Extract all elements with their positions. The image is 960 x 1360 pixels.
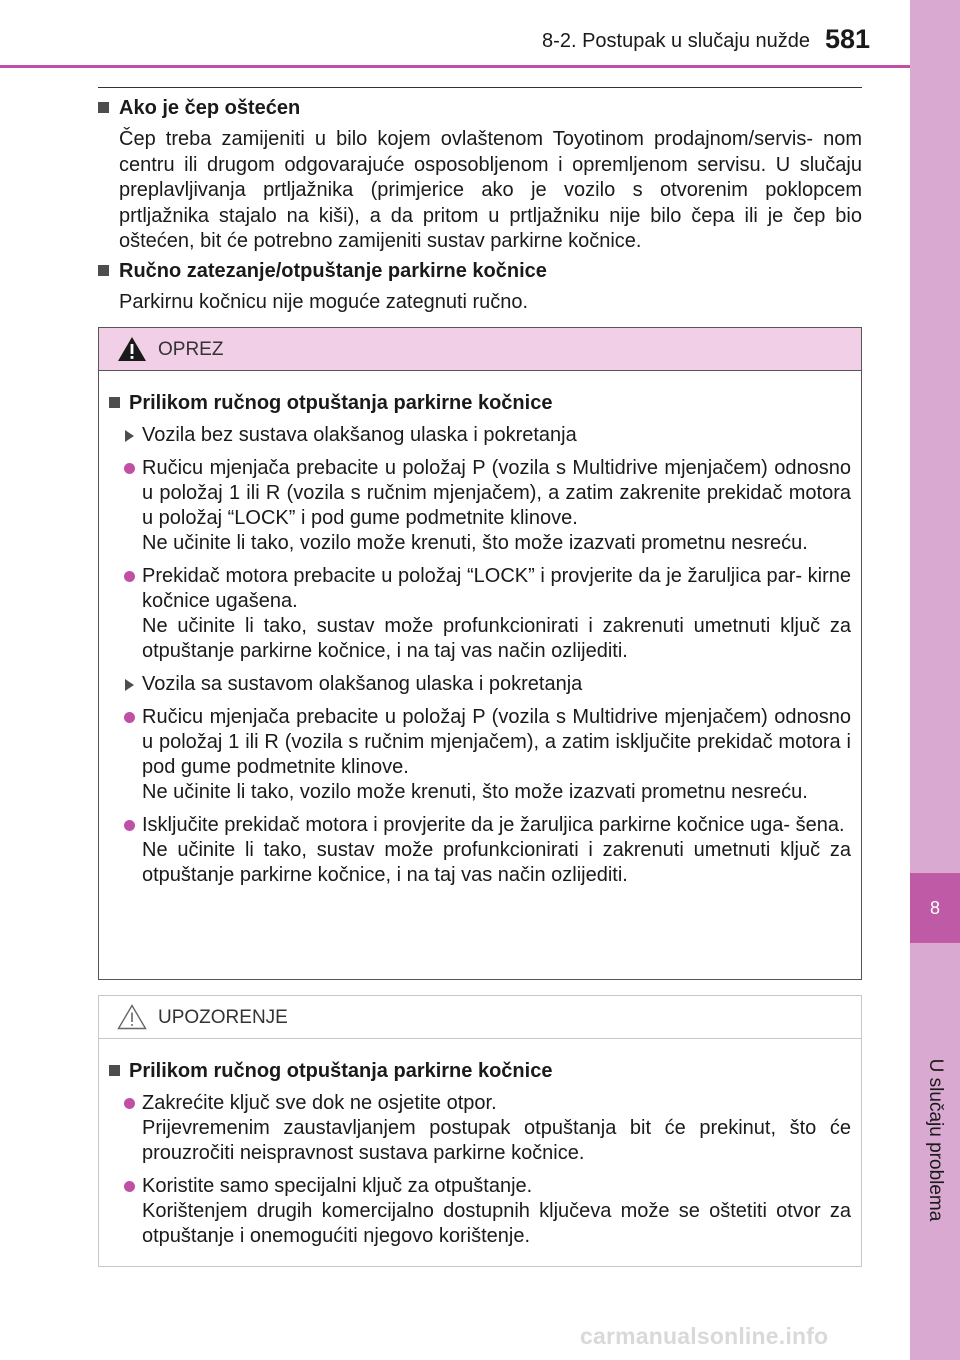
section-heading: Ručno zatezanje/otpuštanje parkirne kočnice <box>98 259 862 284</box>
header-divider <box>0 65 910 68</box>
dot-bullet-icon <box>124 571 135 582</box>
square-bullet-icon <box>98 265 109 276</box>
page-number: 581 <box>825 24 871 54</box>
chapter-side-tab <box>910 0 960 1360</box>
caution-label: UPOZORENJE <box>158 1007 288 1028</box>
watermark: carmanualsonline.info <box>580 1323 829 1349</box>
dot-bullet-icon <box>124 712 135 723</box>
warning-box-header <box>99 328 861 371</box>
section-paragraph: Čep treba zamijeniti u bilo kojem ovlaštenom Toyotinom prodajnom/servis- nom centru ili drugom odgovarajuće osposobljenom i opremljenom servisu. U slučaju preplavljivanja prtljažnika (primjerice ako je vozilo s otvorenim poklopcem prtljažnika stajalo na kiši), a da pritom u prtljažniku nije bilo čepa ili je čep bio oštećen, bit će potrebno zamijeniti sustav parkirne kočnice. <box>119 128 862 252</box>
section-paragraph: Parkirnu kočnicu nije moguće zategnuti ručno. <box>119 291 529 313</box>
content-divider <box>98 87 862 88</box>
chapter-title: U slučaju problema <box>925 1058 946 1222</box>
dot-bullet-icon <box>124 1181 135 1192</box>
arrow-bullet-icon <box>125 430 134 442</box>
caution-triangle-icon <box>117 1004 147 1030</box>
warning-label: OPREZ <box>158 339 224 360</box>
square-bullet-icon <box>109 1065 120 1076</box>
square-bullet-icon <box>98 102 109 113</box>
warning-heading: Prilikom ručnog otpuštanja parkirne kočnice <box>109 391 851 416</box>
list-item: Koristite samo specijalni ključ za otpuštanje. Korištenjem drugih komercijalno dostupnih ključeva može se oštetiti otvor za otpuštanje i onemogućiti njegovo korištenje. <box>109 1174 851 1249</box>
caution-box <box>98 995 862 1267</box>
warning-box <box>98 327 862 980</box>
section-manual-release <box>98 259 862 316</box>
list-item: Vozila bez sustava olakšanog ulaska i pokretanja <box>109 423 851 448</box>
dot-bullet-icon <box>124 1098 135 1109</box>
section-damaged-plug <box>98 96 862 255</box>
section-title: 8-2. Postupak u slučaju nužde <box>542 30 810 52</box>
dot-bullet-icon <box>124 820 135 831</box>
list-item: Prekidač motora prebacite u položaj “LOCK” i provjerite da je žaruljica par- kirne kočnice ugašena. Ne učinite li tako, sustav može profunkcionirati i zakrenuti umetnuti ključ za otpuštanje parkirne kočnice, i na taj vas način ozlijediti. <box>109 564 851 664</box>
list-item: Ručicu mjenjača prebacite u položaj P (vozila s Multidrive mjenjačem) odnosno u položaj 1 ili R (vozila s ručnim mjenjačem), a zatim isključite prekidač motora i pod gume podmetnite klinove. Ne učinite li tako, vozilo može krenuti, što može izazvati prometnu nesreću. <box>109 705 851 805</box>
chapter-number: 8 <box>910 873 960 943</box>
warning-triangle-icon <box>117 336 147 362</box>
list-item: Isključite prekidač motora i provjerite da je žaruljica parkirne kočnice uga- šena. Ne učinite li tako, sustav može profunkcionirati i zakrenuti umetnuti ključ za otpuštanje parkirne kočnice, i na taj vas način ozlijediti. <box>109 813 851 888</box>
caution-box-header <box>99 996 861 1039</box>
caution-heading: Prilikom ručnog otpuštanja parkirne kočnice <box>109 1059 851 1084</box>
list-item: Vozila sa sustavom olakšanog ulaska i pokretanja <box>109 672 851 697</box>
dot-bullet-icon <box>124 463 135 474</box>
section-heading: Ako je čep oštećen <box>98 96 862 121</box>
square-bullet-icon <box>109 397 120 408</box>
list-item: Zakrećite ključ sve dok ne osjetite otpor. Prijevremenim zaustavljanjem postupak otpuštanja bit će prekinut, što će prouzročiti neispravnost sustava parkirne kočnice. <box>109 1091 851 1166</box>
arrow-bullet-icon <box>125 679 134 691</box>
list-item: Ručicu mjenjača prebacite u položaj P (vozila s Multidrive mjenjačem) odnosno u položaj 1 ili R (vozila s ručnim mjenjačem), a zatim zakrenite prekidač motora u položaj “LOCK” i pod gume podmetnite klinove. Ne učinite li tako, vozilo može krenuti, što može izazvati prometnu nesreću. <box>109 456 851 556</box>
